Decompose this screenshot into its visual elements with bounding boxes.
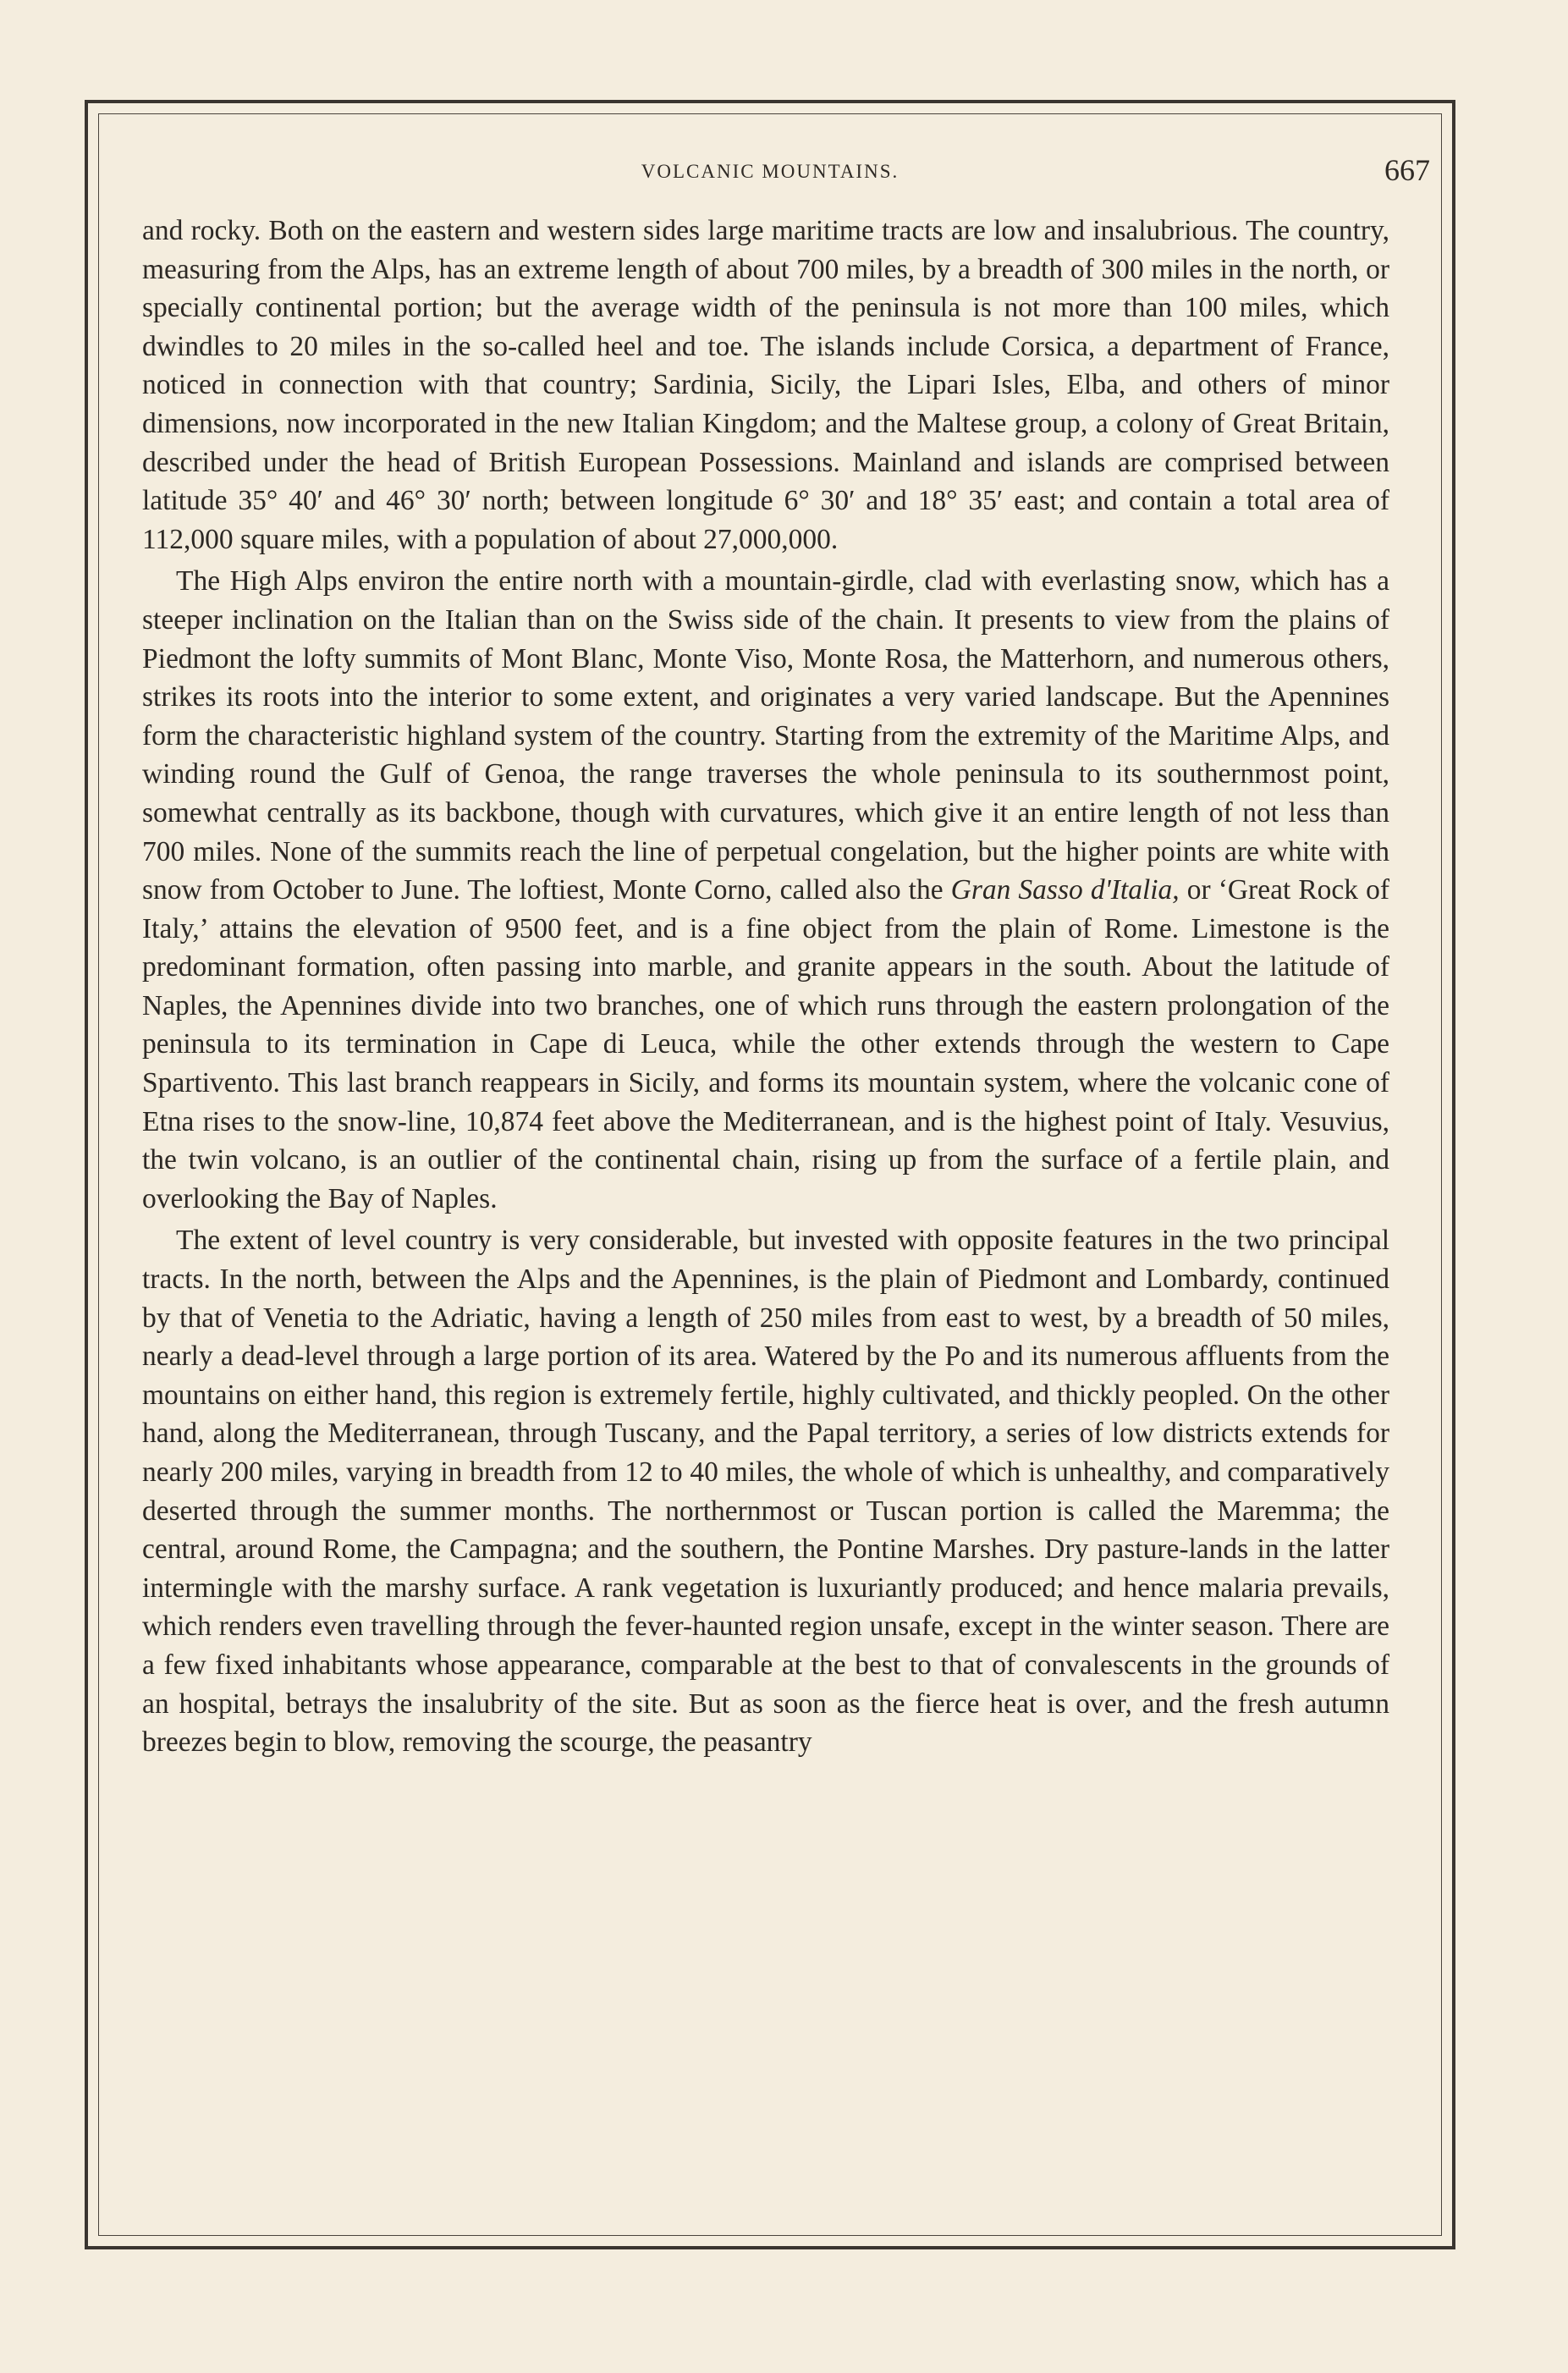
running-header xyxy=(98,153,1442,191)
italic-term: Gran Sasso d'Italia, xyxy=(950,874,1180,906)
paragraph-level-country: The extent of level country is very considerable, but invested with opposite features in the two principal tracts. In the north, between the Alps and the Apennines, is the plain of Piedmont and Lombardy, continued by that of Venetia to the Adriatic, having a length of 250 miles from east to west, by a breadth of 50 miles, nearly a dead-level through a large portion of its area. Watered by the Po and its numerous affluents from the mountains on either hand, this region is extremely fertile, highly cultivated, and thickly peopled. On the other hand, along the Mediterranean, through Tuscany, and the Papal territory, a series of low districts extends for nearly 200 miles, varying in breadth from 12 to 40 miles, the whole of which is unhealthy, and comparatively deserted through the summer months. The northernmost or Tuscan portion is called the Maremma; the central, around Rome, the Campagna; and the southern, the Pontine Marshes. Dry pasture-lands in the latter intermingle with the marshy surface. A rank vegetation is luxuriantly produced; and hence malaria prevails, which renders even travelling through the fever-haunted region unsafe, except in the winter season. There are a few fixed inhabitants whose appearance, comparable at the best to that of convalescents in the grounds of an hospital, betrays the insalubrity of the site. But as soon as the fierce heat is over, and the fresh autumn breezes begin to blow, removing the scourge, the peasantry xyxy=(142,1225,1389,1759)
running-title: VOLCANIC MOUNTAINS. xyxy=(641,161,900,182)
paragraph-continuation: and rocky. Both on the eastern and western sides large maritime tracts are low and insalubrious. The country, measuring from the Alps, has an extreme length of about 700 miles, by a breadth of 300 miles in the north, or specially continental portion; but the average width of the peninsula is not more than 100 miles, which dwindles to 20 miles in the so-called heel and toe. The islands include Corsica, a department of France, noticed in connection with that country; Sardinia, Sicily, the Lipari Isles, Elba, and others of minor dimensions, now incorporated in the new Italian Kingdom; and the Maltese group, a colony of Great Britain, described under the head of British European Possessions. Mainland and islands are comprised between latitude 35° 40′ and 46° 30′ north; between longitude 6° 30′ and 18° 35′ east; and contain a total area of 112,000 square miles, with a population of about 27,000,000. xyxy=(142,215,1389,555)
paragraph-segment: or ‘Great Rock of Italy,’ attains the elevation of 9500 feet, and is a fine object from the plain of Rome. Limestone is the predominant formation, often passing into marble, and granite appears in the south. About the latitude of Naples, the Apennines divide into two branches, one of which runs through the eastern prolongation of the peninsula to its termination in Cape di Leuca, while the other extends through the western to Cape Spartivento. This last branch reappears in Sicily, and forms its mountain system, where the volcanic cone of Etna rises to the snow-line, 10,874 feet above the Mediterranean, and is the highest point of Italy. Vesuvius, the twin volcano, is an outlier of the continental chain, rising up from the surface of a fertile plain, and overlooking the Bay of Naples. xyxy=(142,874,1390,1214)
paragraph-alps-apennines xyxy=(142,562,1389,1218)
paragraph-segment: The High Alps environ the entire north with a mountain-girdle, clad with everlasting snow, which has a steeper inclination on the Italian than on the Swiss side of the chain. It presents to view from the plains of Piedmont the lofty summits of Mont Blanc, Monte Viso, Monte Rosa, the Matterhorn, and numerous others, strikes its roots into the interior to some extent, and originates a very varied landscape. But the Apennines form the characteristic highland system of the country. Starting from the extremity of the Maritime Alps, and winding round the Gulf of Genoa, the range traverses the whole peninsula to its southernmost point, somewhat centrally as its backbone, though with curvatures, which give it an entire length of not less than 700 miles. None of the summits reach the line of perpetual congelation, but the higher points are white with snow from October to June. The loftiest, Monte Corno, called also the xyxy=(142,565,1389,906)
body-text xyxy=(142,212,1389,1762)
page-number: 667 xyxy=(1384,153,1430,187)
